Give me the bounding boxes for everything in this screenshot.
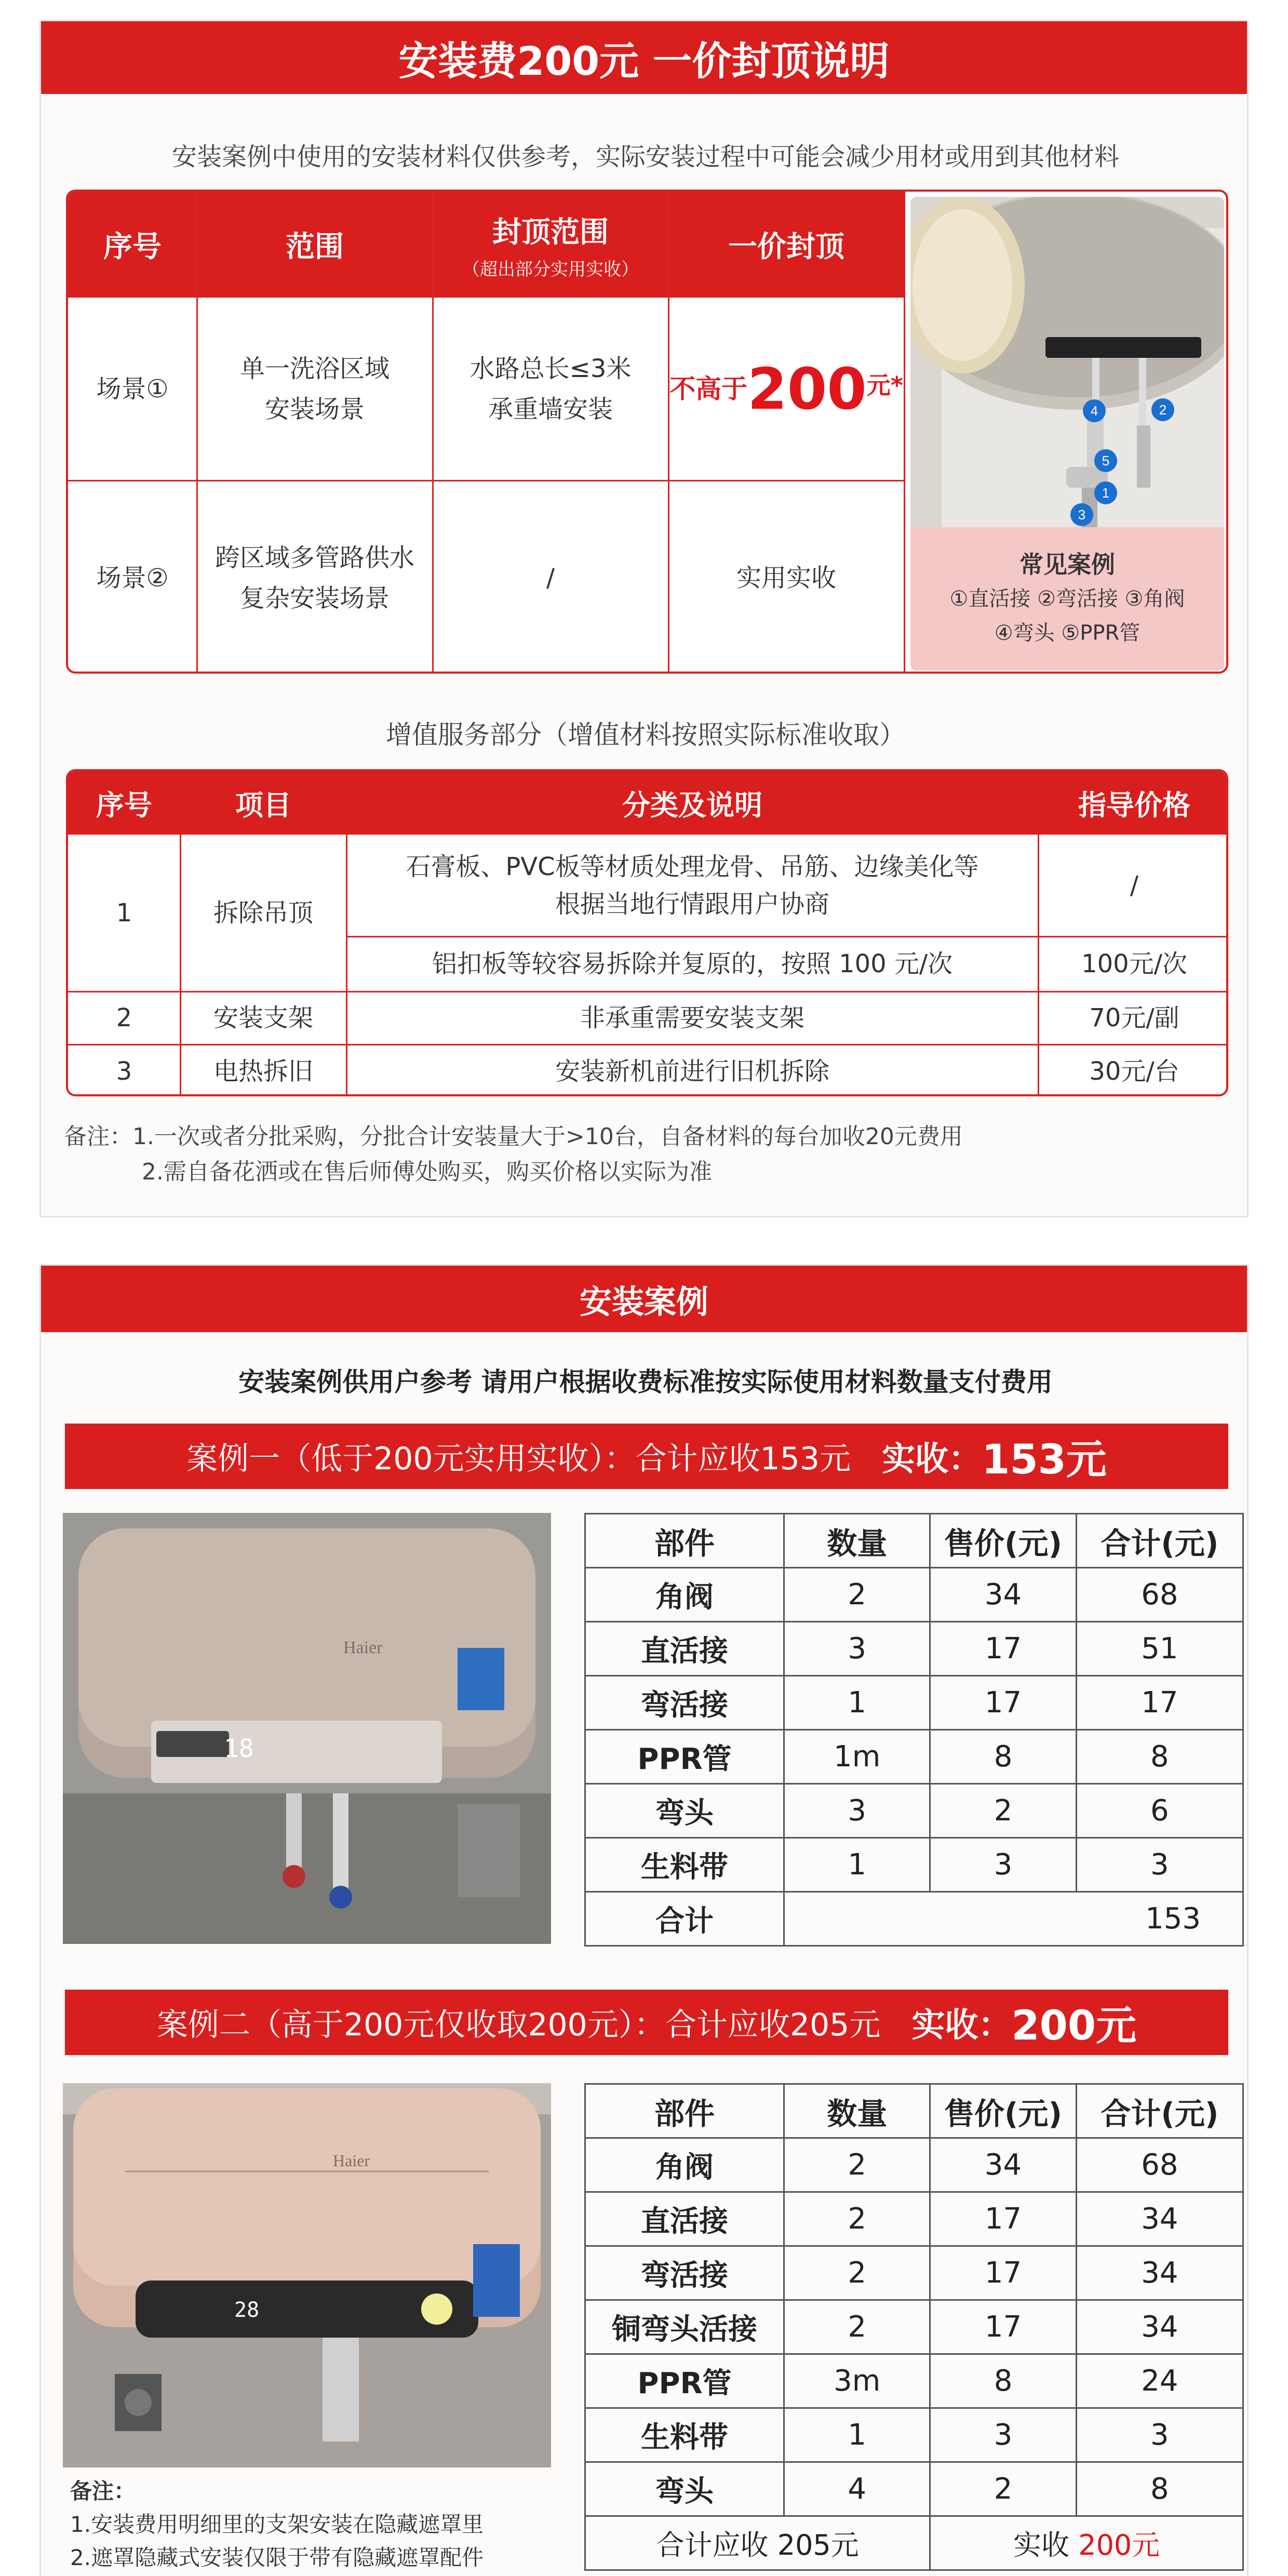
svc3-no: 3 [116, 1057, 132, 1086]
case2-heater-photo [63, 2083, 551, 2467]
case2-parts-table [584, 2083, 1244, 2571]
svc1-price-a: / [1130, 871, 1139, 900]
row2-id: 场景② [96, 564, 169, 593]
th-cap: 封顶范围 （超出部分实用实收） [433, 192, 668, 298]
pricing-table [66, 190, 1228, 674]
case2-brand-logo: Haier [333, 2151, 370, 2170]
row1-scope: 单一洗浴区域 安装场景 [239, 354, 390, 424]
table-row: 弯头 3 2 6 [585, 1784, 1243, 1838]
svc1-no: 1 [116, 898, 132, 928]
table-row: 弯活接 1 17 17 [585, 1676, 1243, 1730]
section3-subtitle: 安装案例供用户参考 请用户根据收费标准按实际使用材料数量支付费用 [238, 1367, 1053, 1397]
marker-5: 5 [1102, 453, 1110, 468]
install-fee-panel [39, 20, 1249, 1217]
marker-1: 1 [1102, 485, 1110, 501]
row1-price: 不高于 200 元* [669, 356, 903, 422]
th-price: 一价封顶 [668, 192, 904, 298]
table-row: PPR管 3m 8 24 [585, 2354, 1243, 2408]
svc2-item: 安装支架 [213, 1003, 313, 1032]
case-caption-line1: ①直活接 ②弯活接 ③角阀 [949, 587, 1185, 611]
table-total-row: 合计应收 205元 实收 200元 [585, 2516, 1243, 2570]
svc3-desc: 安装新机前进行旧机拆除 [555, 1057, 829, 1086]
case1-heater-photo [63, 1513, 551, 1944]
th2-price: 指导价格 [1038, 771, 1228, 835]
svc1-desc-b: 铝扣板等较容易拆除并复原的，按照 100 元/次 [432, 949, 953, 978]
table-row: 生料带 1 3 3 [585, 1838, 1243, 1892]
th-scope: 范围 [197, 192, 433, 298]
section2-notes: 备注：1.一次或者分批采购，分批合计安装量大于>10台，自备材料的每台加收20元费用 2.需自备花洒或在售后师傅处购买，购买价格以实际为准 [64, 1123, 963, 1185]
value-added-table [66, 769, 1228, 1096]
marker-2: 2 [1159, 402, 1167, 418]
table-row: 铜弯头活接 2 17 34 [585, 2300, 1243, 2354]
section3-title-bar [41, 1266, 1247, 1332]
svc2-desc: 非承重需要安装支架 [580, 1003, 804, 1032]
row1-cap: 水路总长≤3米 承重墙安装 [469, 354, 632, 424]
case1-bar: 案例一（低于200元实用实收）：合计应收153元 实收： 153元 [65, 1424, 1228, 1489]
case-caption-box [910, 527, 1224, 670]
table-row: 生料带 1 3 3 [585, 2408, 1243, 2462]
install-cases-panel [39, 1264, 1249, 2576]
svc3-item: 电热拆旧 [213, 1057, 313, 1086]
th2-item: 项目 [180, 771, 346, 835]
table-row: 角阀 2 34 68 [585, 2138, 1243, 2192]
row1-id: 场景① [96, 374, 169, 404]
section1-subtitle: 安装案例中使用的安装材料仅供参考，实际安装过程中可能会减少用材或用到其他材料 [171, 142, 1119, 171]
table-header-row: 部件 数量 售价(元) 合计(元) [585, 1514, 1243, 1568]
svc1-item: 拆除吊顶 [213, 898, 313, 928]
table-header-row: 部件 数量 售价(元) 合计(元) [585, 2084, 1243, 2138]
th-no: 序号 [68, 192, 197, 298]
marker-3: 3 [1078, 507, 1086, 522]
section1-title-bar [41, 21, 1247, 94]
heater-install-photo [910, 197, 1224, 670]
svc2-no: 2 [116, 1003, 132, 1032]
th2-no: 序号 [68, 771, 180, 835]
svc1-desc-a: 石膏板、PVC板等材质处理龙骨、吊筋、边缘美化等 根据当地行情跟用户协商 [406, 852, 979, 919]
svc1-price-b: 100元/次 [1081, 949, 1187, 978]
th2-desc: 分类及说明 [346, 771, 1038, 835]
row2-price: 实用实收 [736, 564, 836, 593]
section3-title: 安装案例 [579, 1282, 708, 1321]
case2-display-reading: 28 [234, 2298, 260, 2322]
case-caption-title: 常见案例 [1019, 551, 1115, 579]
table-row: 角阀 2 34 68 [585, 1568, 1243, 1622]
row2-cap: / [546, 564, 555, 593]
case1-brand-logo: Haier [343, 1638, 383, 1657]
table-row: PPR管 1m 8 8 [585, 1730, 1243, 1784]
table-row: 弯活接 2 17 34 [585, 2246, 1243, 2300]
table-row: 直活接 2 17 34 [585, 2192, 1243, 2246]
case2-bar: 案例二（高于200元仅收取200元）：合计应收205元 实收： 200元 [65, 1990, 1228, 2055]
svc2-price: 70元/副 [1089, 1003, 1179, 1032]
case-caption-line2: ④弯头 ⑤PPR管 [994, 621, 1141, 645]
case1-display-reading: 18 [224, 1734, 254, 1763]
table-row: 直活接 3 17 51 [585, 1622, 1243, 1676]
svc3-price: 30元/台 [1089, 1057, 1179, 1086]
table-total-row: 合计 153 [585, 1892, 1243, 1946]
case2-notes: 备注： 1.安装费用明细里的支架安装在隐藏遮罩里 2.遮罩隐藏式安装仅限于带有隐藏遮罩配件 [70, 2478, 484, 2570]
section2-title: 增值服务部分（增值材料按照实际标准收取） [386, 720, 905, 750]
marker-4: 4 [1090, 403, 1098, 419]
section1-title: 安装费200元 一价封顶说明 [398, 37, 890, 84]
row2-scope: 跨区域多管路供水 复杂安装场景 [214, 543, 414, 613]
th-cap-note: （超出部分实用实收） [462, 259, 639, 280]
case1-parts-table [584, 1513, 1244, 1947]
table-row: 弯头 4 2 8 [585, 2462, 1243, 2516]
